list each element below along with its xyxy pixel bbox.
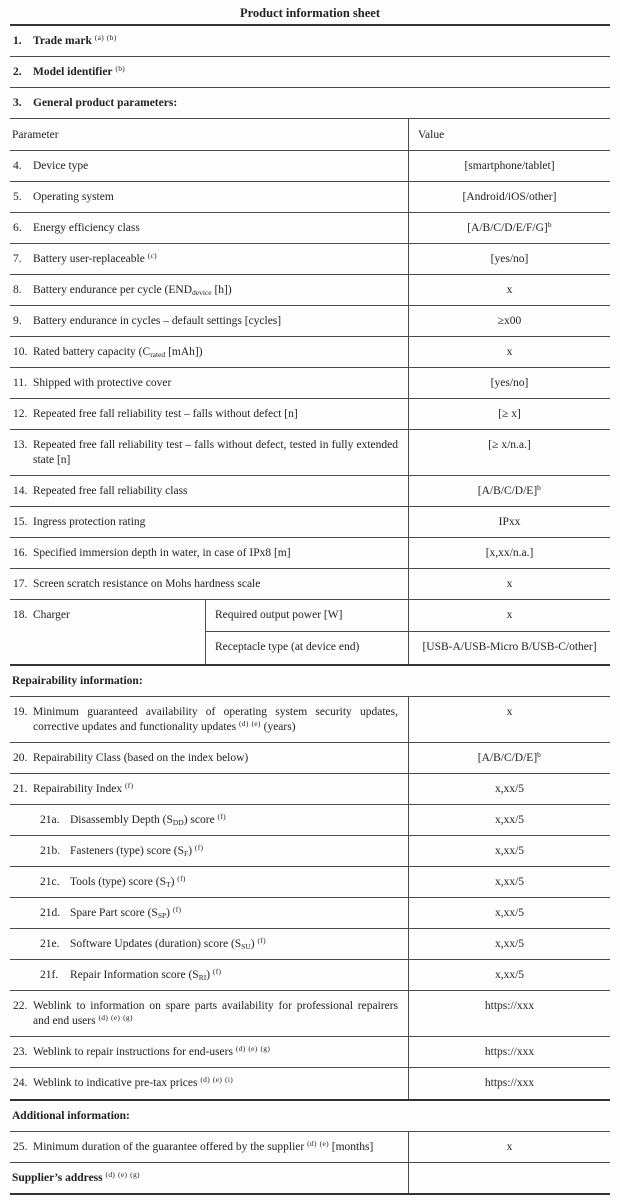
param-cell: Device type xyxy=(33,160,89,172)
row-number: 25. xyxy=(13,1141,28,1153)
table-row xyxy=(10,151,610,182)
row-number: 6. xyxy=(13,222,22,234)
row-number: 23. xyxy=(13,1046,28,1058)
table-row xyxy=(10,1068,610,1099)
param-cell: Battery user-replaceable $^{(c)}$ xyxy=(33,251,157,265)
value-cell: https://xxx xyxy=(408,1037,610,1067)
charger-sub-row xyxy=(205,600,610,632)
row-number: 15. xyxy=(13,516,28,528)
table-row-sub xyxy=(10,929,610,960)
row-number: 12. xyxy=(13,408,28,420)
row-number: 14. xyxy=(13,485,28,497)
row-label: Model identifier xyxy=(33,66,113,78)
row-label: Trade mark xyxy=(33,35,92,47)
param-cell: Repeated free fall reliability class xyxy=(33,485,188,497)
value-cell: x xyxy=(408,275,610,305)
row-number: 7. xyxy=(13,253,22,265)
value-cell: [yes/no] xyxy=(408,244,610,274)
page-title: Product information sheet xyxy=(239,6,381,20)
param-cell: Weblink to information on spare parts availability for professional repairers and end users $^{(d)}$ $^{(e)}$ $^{(g)}$ xyxy=(33,1000,398,1027)
row-number: 21a. xyxy=(40,814,60,826)
table-row xyxy=(10,213,610,244)
value-cell: https://xxx xyxy=(408,1068,610,1099)
param-cell: Specified immersion depth in water, in case of IPx8 [m] xyxy=(33,547,291,559)
table-row xyxy=(10,991,610,1037)
charger-sub-param: Required output power [W] xyxy=(205,600,408,631)
param-cell: Energy efficiency class xyxy=(33,222,140,234)
param-cell: Spare Part score $(S_{SP})$ $^{(f)}$ xyxy=(70,905,182,920)
param-cell: Repair Information score $(S_{RI})$ $^{(f)}$ xyxy=(70,967,222,982)
table-row-sub xyxy=(10,867,610,898)
table-row xyxy=(10,244,610,275)
value-cell: [Android/iOS/other] xyxy=(408,182,610,212)
param-cell: Battery endurance in cycles – default settings [cycles] xyxy=(33,315,282,327)
table-row xyxy=(10,774,610,805)
row-footnote-marks: $^{(d)}$ $^{(e)}$ $^{(g)}$ xyxy=(105,1170,140,1179)
row-label: General product parameters: xyxy=(33,97,178,109)
row-number: 11. xyxy=(13,377,27,389)
value-cell: x,xx/5 xyxy=(408,898,610,928)
row-number: 24. xyxy=(13,1077,28,1089)
value-cell: x,xx/5 xyxy=(408,929,610,959)
row-number: 22. xyxy=(13,1000,28,1012)
table-row xyxy=(10,507,610,538)
row-number: 16. xyxy=(13,547,28,559)
table-row xyxy=(10,182,610,213)
table-row-guarantee xyxy=(10,1132,610,1163)
table-row xyxy=(10,306,610,337)
value-cell: ≥x00 xyxy=(408,306,610,336)
sheet-table xyxy=(10,24,610,1195)
param-cell: Tools (type) score $(S_T)$ $^{(f)}$ xyxy=(70,874,186,889)
table-row xyxy=(10,697,610,743)
param-cell: Screen scratch resistance on Mohs hardness scale xyxy=(33,578,261,590)
param-cell: Disassembly Depth $(S_{DD})$ score $^{(f)}$ xyxy=(70,812,226,827)
table-row-sub xyxy=(10,836,610,867)
col-header-value: Value xyxy=(408,119,610,150)
value-cell: x,xx/5 xyxy=(408,774,610,804)
row-number: 1. xyxy=(13,35,22,47)
table-row-sub xyxy=(10,805,610,836)
row-number: 2. xyxy=(13,66,22,78)
charger-sub-param: Receptacle type (at device end) xyxy=(205,632,408,664)
param-cell: Minimum guaranteed availability of operating system security updates, corrective updates and functionality updates $^{(d)}$ $^{(e)}$ (years) xyxy=(33,706,398,733)
supplier-address-label: Supplier’s address xyxy=(12,1172,103,1184)
value-cell: [≥ x] xyxy=(408,399,610,429)
value-cell: [USB-A/USB-Micro B/USB-C/other] xyxy=(408,632,610,664)
row-number: 21b. xyxy=(40,845,61,857)
value-cell: x,xx/5 xyxy=(408,836,610,866)
param-cell: Repairability Index $^{(f)}$ xyxy=(33,781,134,795)
table-row xyxy=(10,275,610,306)
row-number: 17. xyxy=(13,578,28,590)
param-cell: Weblink to indicative pre-tax prices $^{(d)}$ $^{(e)}$ $^{(i)}$ xyxy=(33,1075,233,1089)
param-cell: Software Updates (duration) score $(S_{SU})$ $^{(f)}$ xyxy=(70,936,266,951)
table-row-sub xyxy=(10,898,610,929)
row-number: 20. xyxy=(13,752,28,764)
row-number: 21e. xyxy=(40,938,60,950)
value-cell: x,xx/5 xyxy=(408,960,610,990)
row-number: 10. xyxy=(13,346,28,358)
value-cell: x xyxy=(408,697,610,742)
row-number: 13. xyxy=(13,439,28,451)
table-row xyxy=(10,476,610,507)
value-cell: [x,xx/n.a.] xyxy=(408,538,610,568)
col-header-parameter: Parameter xyxy=(12,129,59,141)
section-header-repairability: Repairability information: xyxy=(10,664,610,697)
table-row xyxy=(10,399,610,430)
product-information-sheet xyxy=(10,0,610,1195)
value-cell: $[A/B/C/D/E]^b$ xyxy=(408,743,610,773)
value-cell: https://xxx xyxy=(408,991,610,1036)
value-cell: x xyxy=(408,600,610,631)
table-row xyxy=(10,337,610,368)
table-row-model-identifier xyxy=(10,57,610,88)
table-row-sub xyxy=(10,960,610,991)
charger-row xyxy=(10,600,610,664)
param-cell: Repairability Class (based on the index below) xyxy=(33,752,249,764)
row-number: 18. xyxy=(13,609,28,621)
table-row xyxy=(10,569,610,600)
row-number: 9. xyxy=(13,315,22,327)
row-number: 21f. xyxy=(40,969,59,981)
value-cell: $[A/B/C/D/E/F/G]^b$ xyxy=(408,213,610,243)
supplier-address-row xyxy=(10,1163,610,1195)
charger-sub-row xyxy=(205,632,610,664)
table-row xyxy=(10,538,610,569)
column-header-row xyxy=(10,119,610,151)
table-row-general-parameters xyxy=(10,88,610,119)
param-cell: Charger xyxy=(33,609,70,621)
row-number: 5. xyxy=(13,191,22,203)
value-cell: x,xx/5 xyxy=(408,867,610,897)
table-row-trade-mark xyxy=(10,26,610,57)
param-cell: Fasteners (type) score $(S_F)$ $^{(f)}$ xyxy=(70,843,204,858)
value-cell: x xyxy=(408,569,610,599)
row-number: 21. xyxy=(13,783,28,795)
value-cell: IPxx xyxy=(408,507,610,537)
row-number: 21d. xyxy=(40,907,61,919)
value-cell: x xyxy=(408,1132,610,1162)
param-cell: Weblink to repair instructions for end-users $^{(d)}$ $^{(e)}$ $^{(g)}$ xyxy=(33,1044,271,1058)
param-cell: Operating system xyxy=(33,191,114,203)
table-row xyxy=(10,743,610,774)
param-cell: Repeated free fall reliability test – falls without defect, tested in fully extended state [n] xyxy=(33,439,398,466)
row-number: 19. xyxy=(13,706,28,718)
value-cell: x,xx/5 xyxy=(408,805,610,835)
row-number: 3. xyxy=(13,97,22,109)
param-cell: Battery endurance per cycle ($END_{device}$ [h]) xyxy=(33,284,232,297)
row-number: 21c. xyxy=(40,876,60,888)
row-footnote-marks: (b) xyxy=(115,64,126,73)
param-cell: Ingress protection rating xyxy=(33,516,146,528)
table-row xyxy=(10,430,610,476)
row-number: 4. xyxy=(13,160,22,172)
value-cell: $[A/B/C/D/E]^b$ xyxy=(408,476,610,506)
row-number: 8. xyxy=(13,284,22,296)
value-cell: [yes/no] xyxy=(408,368,610,398)
param-cell: Shipped with protective cover xyxy=(33,377,172,389)
value-cell: [smartphone/tablet] xyxy=(408,151,610,181)
value-cell: [≥ x/n.a.] xyxy=(408,430,610,475)
table-row xyxy=(10,1037,610,1068)
row-footnote-marks: $^{(a)}$ $^{(b)}$ xyxy=(94,33,117,42)
param-cell: Rated battery capacity ($C_{rated}$ [mAh]) xyxy=(33,346,203,359)
value-cell xyxy=(408,1163,610,1193)
table-row xyxy=(10,368,610,399)
param-cell: Repeated free fall reliability test – falls without defect [n] xyxy=(33,408,298,420)
section-header-additional: Additional information: xyxy=(10,1099,610,1132)
value-cell: x xyxy=(408,337,610,367)
param-cell: Minimum duration of the guarantee offered by the supplier $^{(d)}$ $^{(e)}$ [months] xyxy=(33,1139,374,1153)
